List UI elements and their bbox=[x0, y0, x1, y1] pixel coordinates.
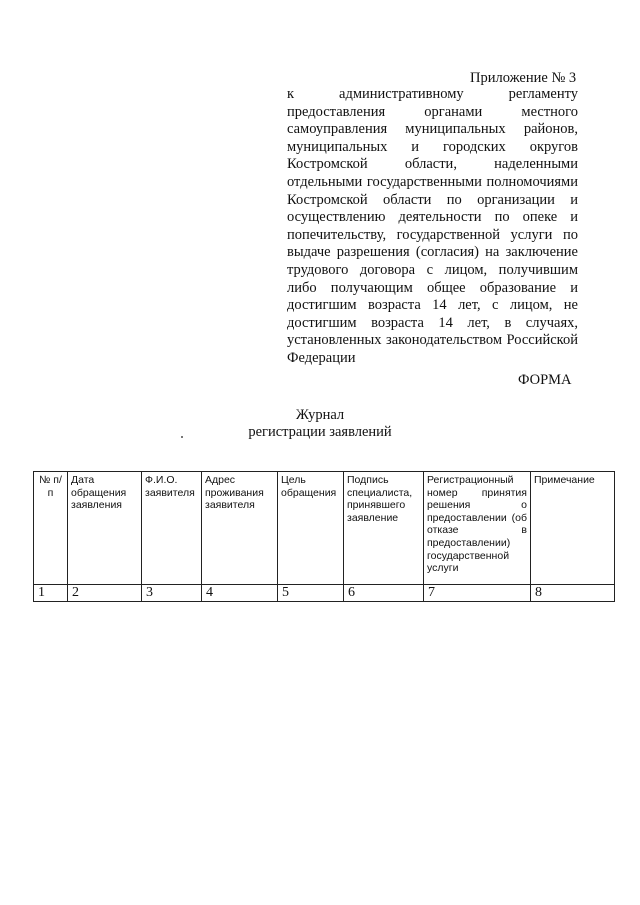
column-number-cell: 5 bbox=[278, 585, 344, 602]
appendix-title: Приложение № 3 bbox=[470, 70, 577, 86]
registration-journal-table bbox=[33, 471, 615, 602]
header-number: № п/п bbox=[34, 472, 68, 585]
column-number-cell: 3 bbox=[142, 585, 202, 602]
column-number-cell: 7 bbox=[424, 585, 531, 602]
table-header-row bbox=[34, 472, 615, 585]
journal-title bbox=[150, 407, 490, 441]
journal-title-line2: регистрации заявлений bbox=[248, 424, 392, 440]
column-number-cell: 8 bbox=[531, 585, 615, 602]
column-number-cell: 4 bbox=[202, 585, 278, 602]
scan-speck bbox=[181, 436, 183, 438]
column-number-cell: 2 bbox=[68, 585, 142, 602]
appendix-text: к административному регламенту предоставления органами местного самоуправления муниципальных районов, муниципальных и городских округов Костромской области, наделенными отдельными государственными полномочиями Костромской области по организации и осуществлению деятельности по опеке и попечительству, государственной услуги по выдаче разрешения (согласия) на заключение трудового договора с лицом, получившим либо получающим общее образование и достигшим возраста 14 лет, с лицом, не достигшим возраста 14 лет, в случаях, установленных законодательством Российской Федерации bbox=[287, 86, 578, 366]
table-row bbox=[34, 585, 615, 602]
column-number-cell: 1 bbox=[34, 585, 68, 602]
form-label: ФОРМА bbox=[518, 372, 572, 388]
column-number-cell: 6 bbox=[344, 585, 424, 602]
header-date: Дата обращения заявления bbox=[68, 472, 142, 585]
header-address: Адрес проживания заявителя bbox=[202, 472, 278, 585]
header-note: Примечание bbox=[531, 472, 615, 585]
journal-title-line1: Журнал bbox=[295, 407, 345, 423]
header-signature: Подпись специалиста, принявшего заявление bbox=[344, 472, 424, 585]
header-purpose: Цель обращения bbox=[278, 472, 344, 585]
header-registration-number: Регистрационный номер принятия решения о предоставлении (об отказе в предоставлении) государственной услуги bbox=[424, 472, 531, 585]
header-fio: Ф.И.О. заявителя bbox=[142, 472, 202, 585]
